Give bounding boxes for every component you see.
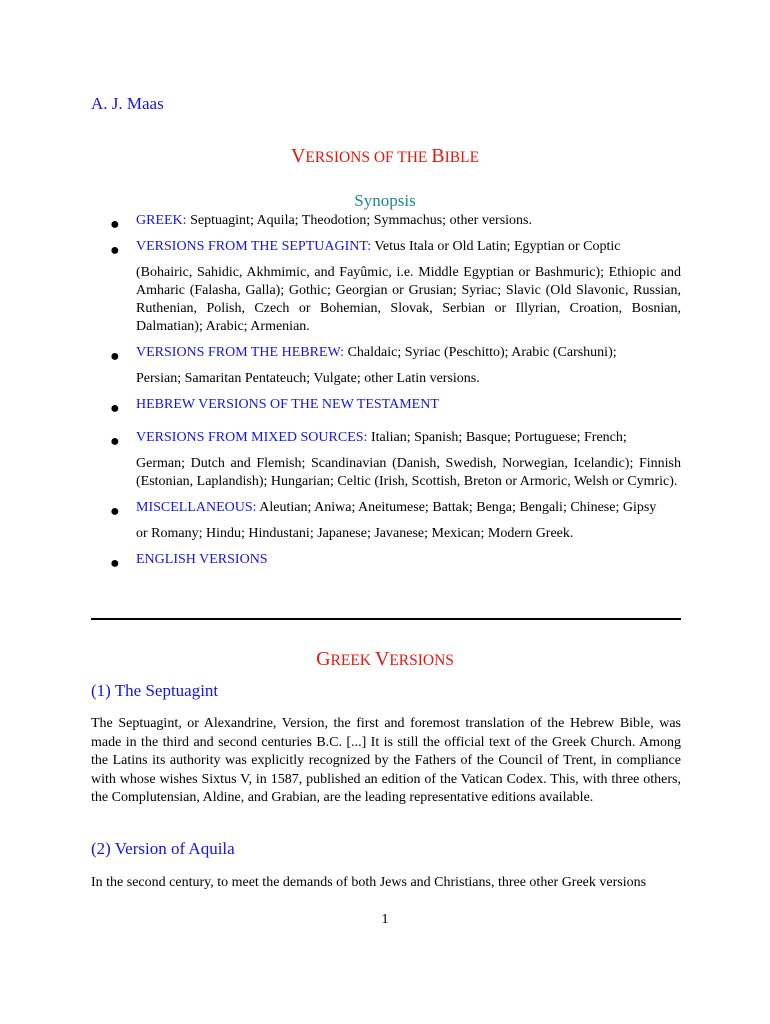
title-big-b: B: [431, 145, 445, 167]
horizontal-rule: [91, 618, 681, 620]
synopsis-heading: Synopsis: [354, 191, 416, 210]
synopsis-link-english[interactable]: ENGLISH VERSIONS: [136, 552, 268, 567]
synopsis-item-septuagint: [110, 238, 681, 336]
section-small-1: REEK: [330, 652, 375, 669]
page-title: [0, 145, 770, 168]
title-small-2: IBLE: [444, 149, 480, 166]
page-number: 1: [381, 912, 389, 927]
synopsis-link-septuagint[interactable]: VERSIONS FROM THE SEPTUAGINT:: [136, 239, 372, 254]
paragraph-septuagint: The Septuagint, or Alexandrine, Version, the first and foremost translation of the Hebrew Bible, was made in the third and second centuries B.C. [...] It is still the official text of the Greek Church. Among the Latins its authority was explicitly recognized by the Fathers of the Council of Trent, in compliance with whose wishes Sixtus V, in 1587, published an edition of the Vatican Codex. This, with three others, the Complutensian, Aldine, and Grabian, are the leading representative editions available.: [91, 716, 681, 805]
author-link[interactable]: A. J. Maas: [91, 94, 164, 113]
synopsis-link-greek[interactable]: GREEK:: [136, 213, 187, 228]
subsection-heading-septuagint: (1) The Septuagint: [91, 681, 219, 700]
synopsis-text-rest: or Romany; Hindu; Hindustani; Japanese; Javanese; Mexican; Modern Greek.: [136, 526, 574, 541]
synopsis-item-misc: [110, 499, 681, 543]
synopsis-text: Septuagint; Aquila; Theodotion; Symmachus; other versions.: [186, 213, 532, 228]
synopsis-link-mixed[interactable]: VERSIONS FROM MIXED SOURCES:: [136, 430, 368, 445]
synopsis-item-english: [110, 551, 681, 572]
synopsis-text: Vetus Itala or Old Latin; Egyptian or Coptic: [371, 239, 621, 254]
synopsis-text-rest: (Bohairic, Sahidic, Akhmimic, and Fayûmic, i.e. Middle Egyptian or Bashmuric); Ethiopic and Amharic (Falasha, Galla); Gothic; Georgian or Grusian; Syriac; Slavic (Old Slavonic, Russian, Ruthenian, Polish, Czech or Bohemian, Slovak, Serbian or Illyrian, Croation, Bosnian, Dalmatian); Arabic; Armenian.: [136, 265, 681, 334]
section-big-g: G: [316, 648, 331, 670]
section-small-2: ERSIONS: [389, 652, 454, 669]
bullet-icon: ●: [110, 555, 120, 572]
synopsis-item-mixed: [110, 429, 681, 491]
synopsis-text: Chaldaic; Syriac (Peschitto); Arabic (Carshuni);: [344, 345, 617, 360]
bullet-icon: ●: [110, 433, 120, 450]
section-big-v: V: [374, 648, 390, 670]
synopsis-text-rest: German; Dutch and Flemish; Scandinavian (Danish, Swedish, Norwegian, Icelandic); Finnish (Estonian, Laplandish); Hungarian; Celtic (Irish, Scottish, Breton or Armoric, Welsh or Cymric).: [136, 456, 681, 489]
section-title-greek-versions: [0, 648, 770, 671]
synopsis-link-misc[interactable]: MISCELLANEOUS:: [136, 500, 257, 515]
synopsis-item-hebrew-nt: [110, 396, 681, 417]
synopsis-text: Aleutian; Aniwa; Aneitumese; Battak; Benga; Bengali; Chinese; Gipsy: [256, 500, 657, 515]
title-small-1: ERSIONS OF THE: [305, 149, 432, 166]
title-big-v: V: [290, 145, 306, 167]
synopsis-item-greek: [110, 212, 681, 233]
synopsis-text: Italian; Spanish; Basque; Portuguese; French;: [367, 430, 627, 445]
bullet-icon: ●: [110, 348, 120, 365]
synopsis-list: [110, 212, 681, 577]
synopsis-text-rest: Persian; Samaritan Pentateuch; Vulgate; other Latin versions.: [136, 371, 480, 386]
synopsis-item-hebrew: [110, 344, 681, 388]
synopsis-link-hebrew[interactable]: VERSIONS FROM THE HEBREW:: [136, 345, 345, 360]
subsection-heading-aquila: (2) Version of Aquila: [91, 839, 235, 858]
paragraph-aquila: In the second century, to meet the demands of both Jews and Christians, three other Greek versions: [91, 875, 647, 890]
bullet-icon: ●: [110, 242, 120, 259]
bullet-icon: ●: [110, 503, 120, 520]
bullet-icon: ●: [110, 400, 120, 417]
synopsis-link-hebrew-nt[interactable]: HEBREW VERSIONS OF THE NEW TESTAMENT: [136, 397, 439, 412]
bullet-icon: ●: [110, 216, 120, 233]
